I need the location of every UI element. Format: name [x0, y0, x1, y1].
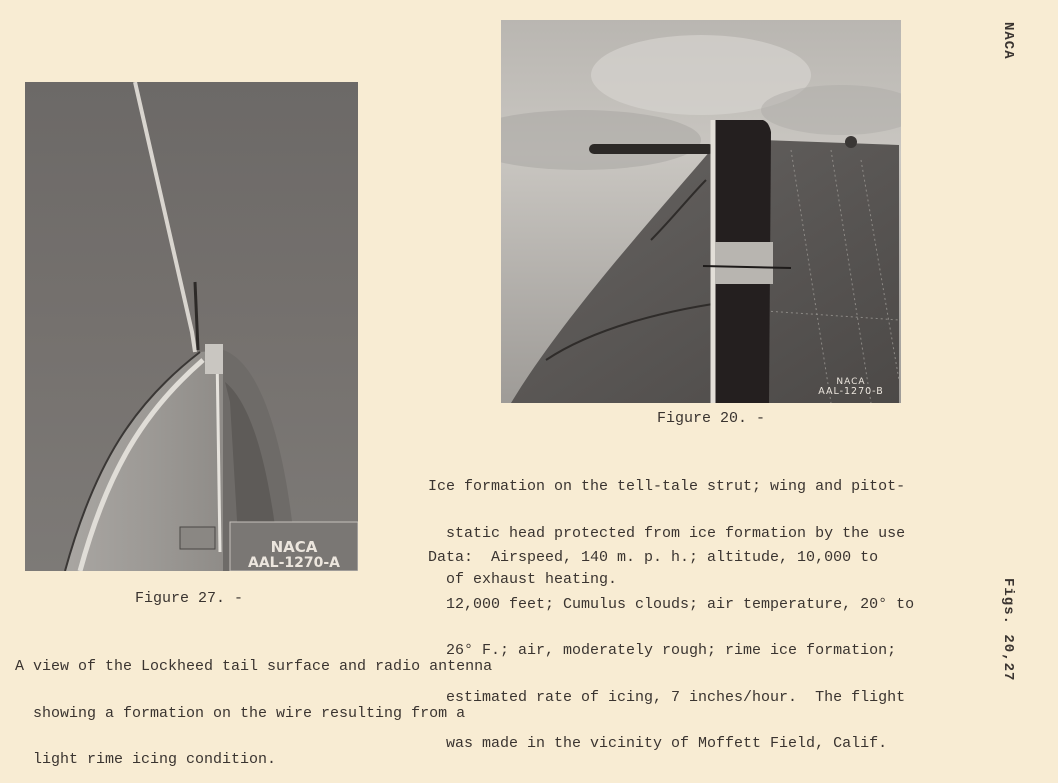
caption-line: A view of the Lockheed tail surface and radio antenna — [15, 658, 493, 675]
figures-side-label: Figs. 20,27 — [1000, 578, 1016, 682]
caption-line: showing a formation on the wire resulting from a — [15, 704, 466, 722]
naca-side-label: NACA — [1000, 22, 1016, 60]
tail-antenna-photo-image — [25, 82, 358, 571]
data-line: Data: Airspeed, 140 m. p. h.; altitude, 10,000 to — [428, 549, 879, 566]
stamp-naca: NACA — [836, 377, 866, 387]
stamp-naca: NACA — [270, 538, 318, 556]
data-line: 26° F.; air, moderately rough; rime ice formation; — [428, 642, 897, 659]
data-line: 12,000 feet; Cumulus clouds; air temperature, 20° to — [428, 595, 915, 613]
figure-27-title: Figure 27. - — [135, 590, 244, 607]
caption-line: Ice formation on the tell-tale strut; wing and pitot- — [428, 478, 906, 495]
caption-line: static head protected from ice formation by the use — [428, 524, 906, 542]
figure-27-photo — [25, 82, 358, 571]
stamp-code: AAL-1270-B — [818, 386, 884, 397]
caption-line: light rime icing condition. — [15, 751, 277, 768]
caption-line: of exhaust heating. — [428, 571, 618, 588]
figure-27-caption — [15, 628, 492, 783]
stamp-code: AAL-1270-A — [247, 555, 340, 571]
figure-27-stamp — [230, 540, 358, 570]
figure-20-data — [428, 519, 914, 767]
data-line: estimated rate of icing, 7 inches/hour. The flight — [428, 688, 906, 706]
figure-20-stamp — [801, 378, 901, 397]
figure-20-photo — [501, 20, 901, 403]
figure-20-title: Figure 20. - — [657, 410, 766, 427]
data-line: was made in the vicinity of Moffett Field, Calif. — [428, 735, 888, 752]
wing-strut-photo-image — [501, 20, 901, 403]
